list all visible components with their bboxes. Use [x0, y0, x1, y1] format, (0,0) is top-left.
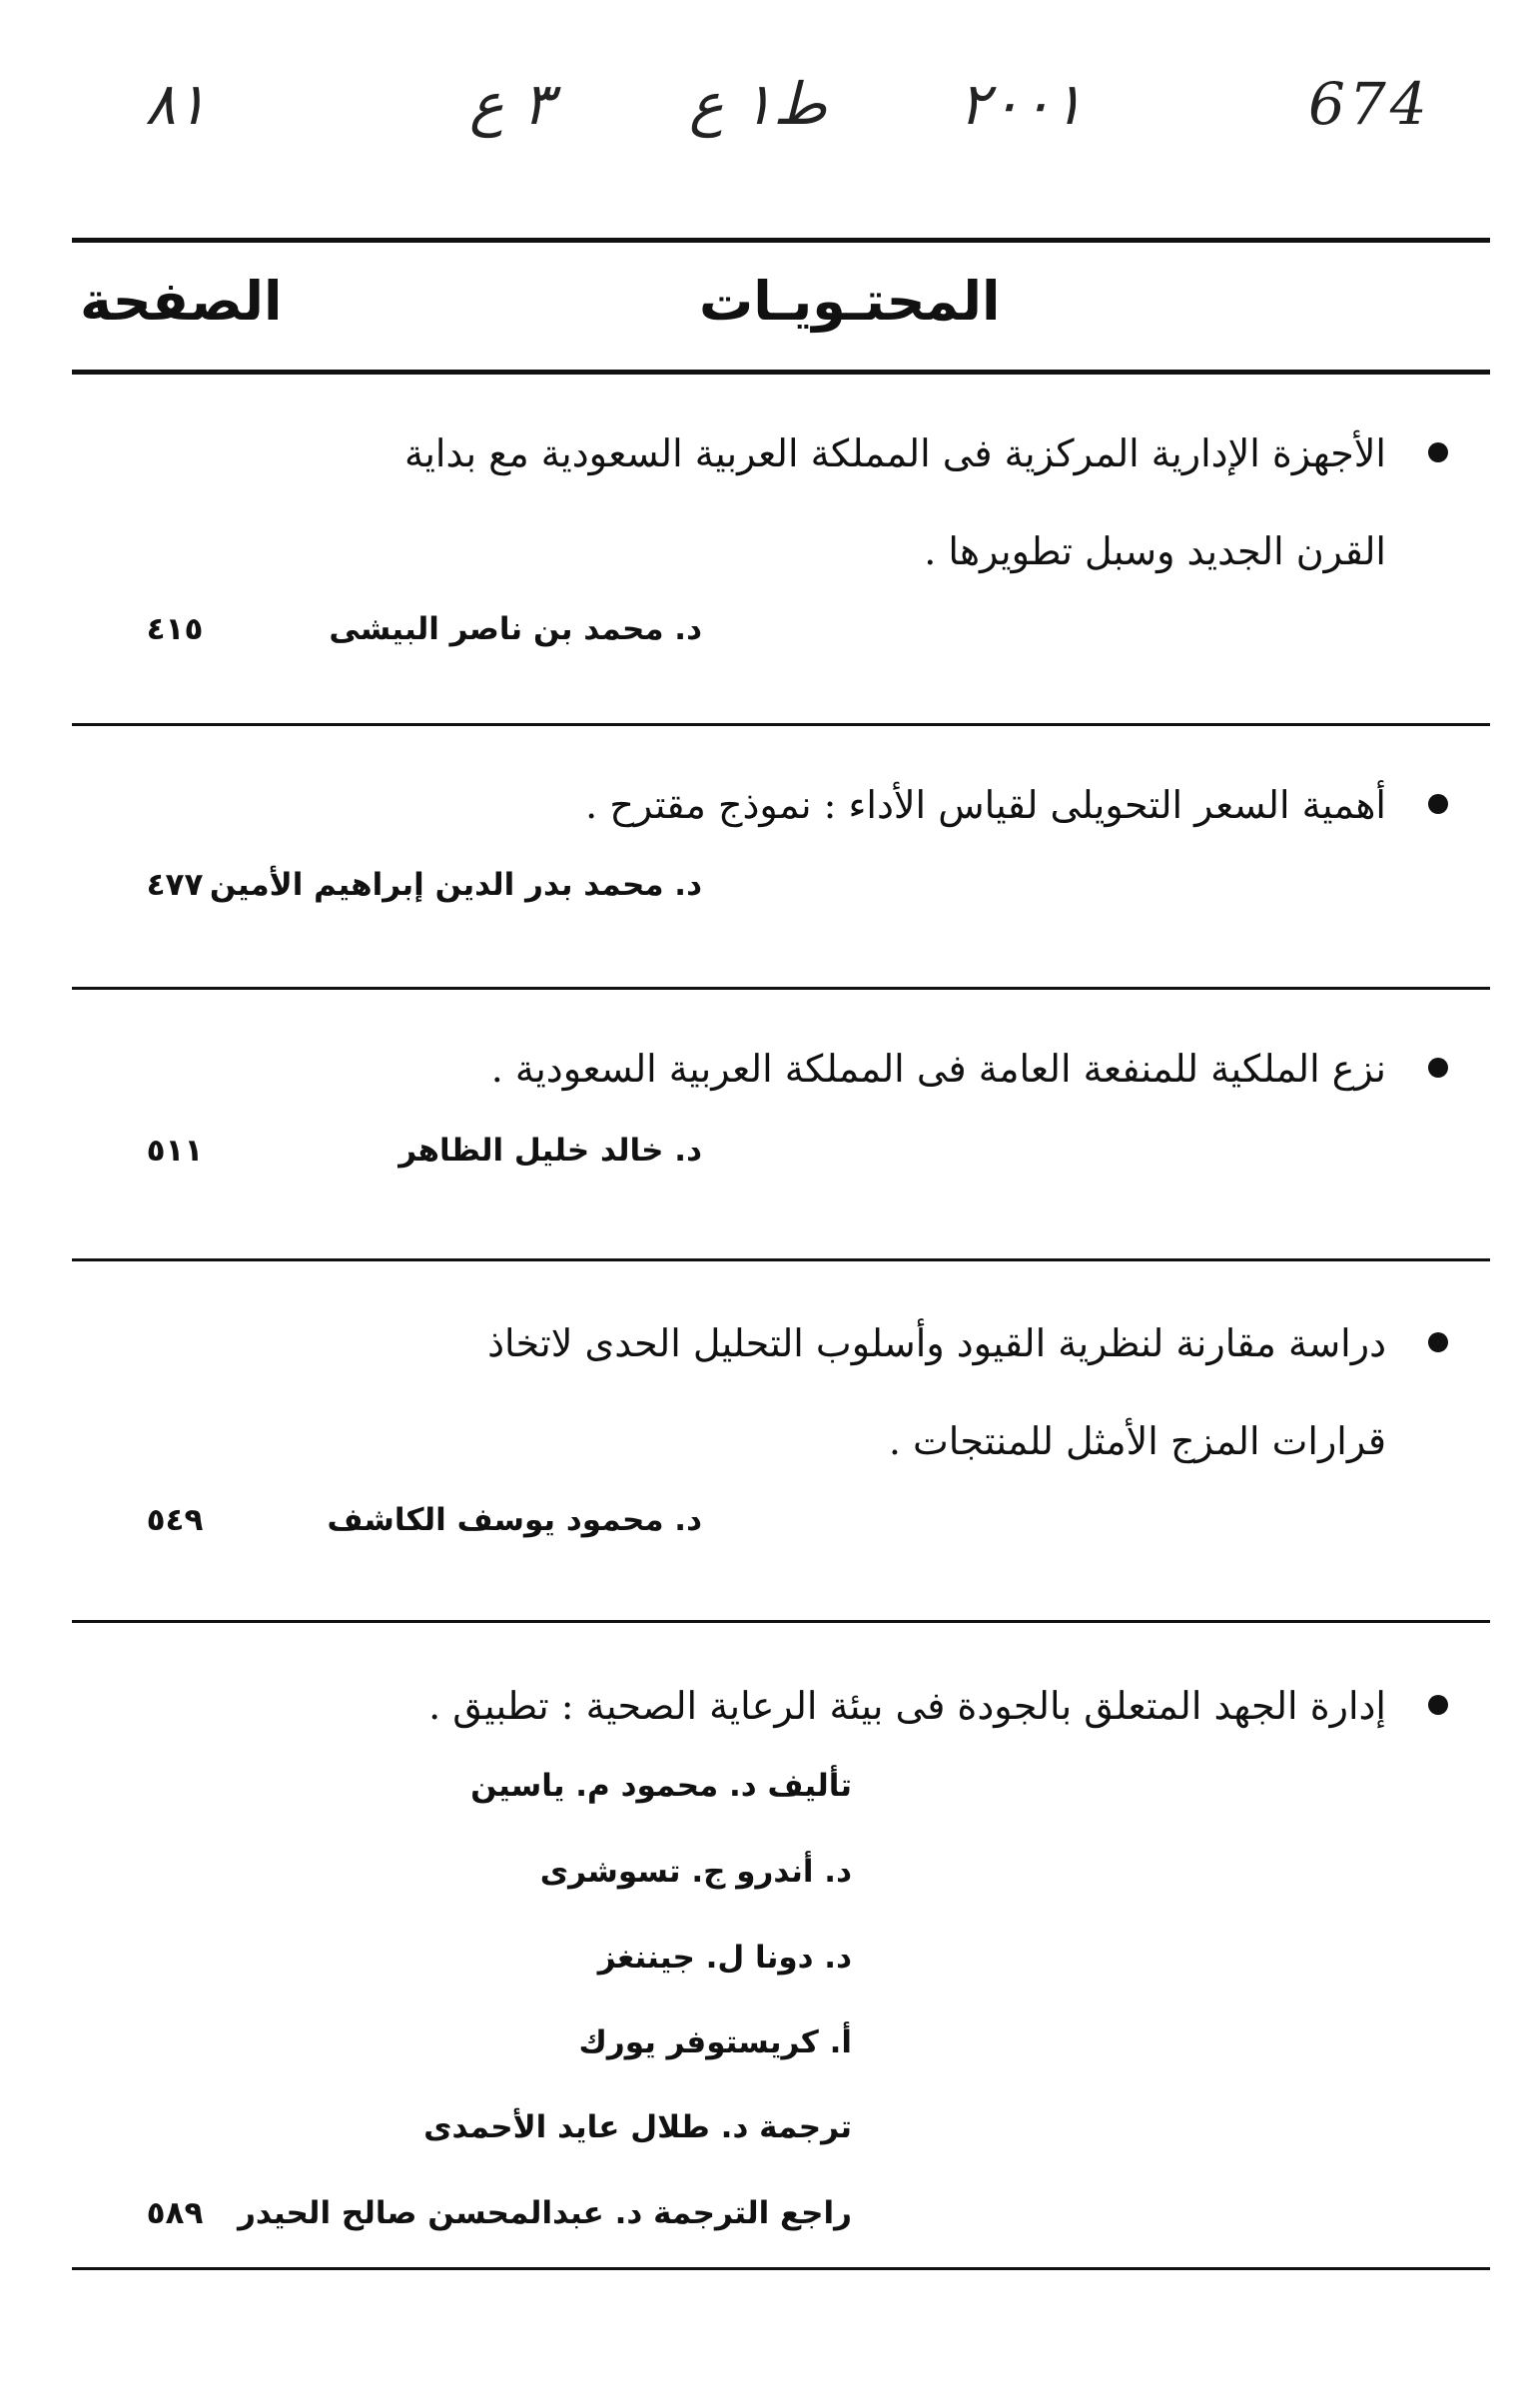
entry-title	[348, 1657, 1386, 1755]
bullet-icon	[1428, 1058, 1448, 1078]
entry-title	[348, 404, 1386, 600]
entry-divider	[72, 987, 1490, 990]
entry-author: د. محمد بدر الدين إبراهيم الأمين	[209, 867, 702, 903]
entry-page-number: ٥٨٩	[146, 2195, 204, 2231]
handwritten-note: ٣ ع	[469, 70, 554, 138]
entry-author: أ. كريستوفر يورك	[578, 2024, 852, 2060]
entry-author: د. أندرو ج. تسوشرى	[539, 1854, 852, 1890]
header-top-rule	[72, 238, 1490, 243]
entry-page-number: ٤١٥	[146, 611, 204, 647]
entry-author: ترجمة د. طلال عايد الأحمدى	[423, 2109, 852, 2145]
entry-title	[348, 1020, 1386, 1118]
contents-heading: المحتـويـات	[699, 270, 1001, 333]
handwritten-note: ٨١	[145, 70, 208, 138]
entry-page-number: ٥١١	[146, 1133, 204, 1169]
bullet-icon	[1428, 442, 1448, 462]
entry-title-line: قرارات المزج الأمثل للمنتجات .	[888, 1419, 1386, 1463]
entry-page-number: ٤٧٧	[146, 867, 204, 903]
entry-author: تأليف د. محمود م. ياسين	[470, 1768, 852, 1804]
bullet-icon	[1428, 794, 1448, 814]
entry-title-line: نزع الملكية للمنفعة العامة فى المملكة العربية السعودية .	[490, 1047, 1386, 1091]
entry-page-number: ٥٤٩	[146, 1502, 204, 1538]
entry-divider	[72, 723, 1490, 726]
entry-author: راجع الترجمة د. عبدالمحسن صالح الحيدر	[238, 2195, 852, 2231]
entry-title-line: دراسة مقارنة لنظرية القيود وأسلوب التحليل الحدى لاتخاذ	[487, 1321, 1386, 1365]
entry-divider	[72, 1620, 1490, 1623]
entry-title	[348, 756, 1386, 854]
handwritten-note: 674	[1308, 70, 1431, 138]
entry-author: د. محمود يوسف الكاشف	[327, 1502, 702, 1538]
entry-title	[348, 1294, 1386, 1490]
bullet-icon	[1428, 1332, 1448, 1352]
entry-title-line: أهمية السعر التحويلى لقياس الأداء : نموذج مقترح .	[585, 783, 1386, 827]
entry-title-line: القرن الجديد وسبل تطويرها .	[924, 529, 1386, 573]
entry-title-line: الأجهزة الإدارية المركزية فى المملكة العربية السعودية مع بداية	[403, 431, 1386, 475]
entry-author: د. خالد خليل الظاهر	[398, 1133, 702, 1169]
entry-divider	[72, 2267, 1490, 2270]
entry-title-line: إدارة الجهد المتعلق بالجودة فى بيئة الرعاية الصحية : تطبيق .	[428, 1684, 1386, 1728]
handwritten-note: ط١ ع	[689, 70, 827, 138]
entry-author: د. محمد بن ناصر البيشى	[329, 611, 702, 647]
page-column-heading: الصفحة	[80, 270, 283, 333]
handwritten-note: ٢٠٠١	[959, 70, 1084, 138]
entry-author: د. دونا ل. جيننغز	[597, 1940, 852, 1976]
entry-divider	[72, 1258, 1490, 1261]
header-bottom-rule	[72, 370, 1490, 375]
bullet-icon	[1428, 1695, 1448, 1715]
